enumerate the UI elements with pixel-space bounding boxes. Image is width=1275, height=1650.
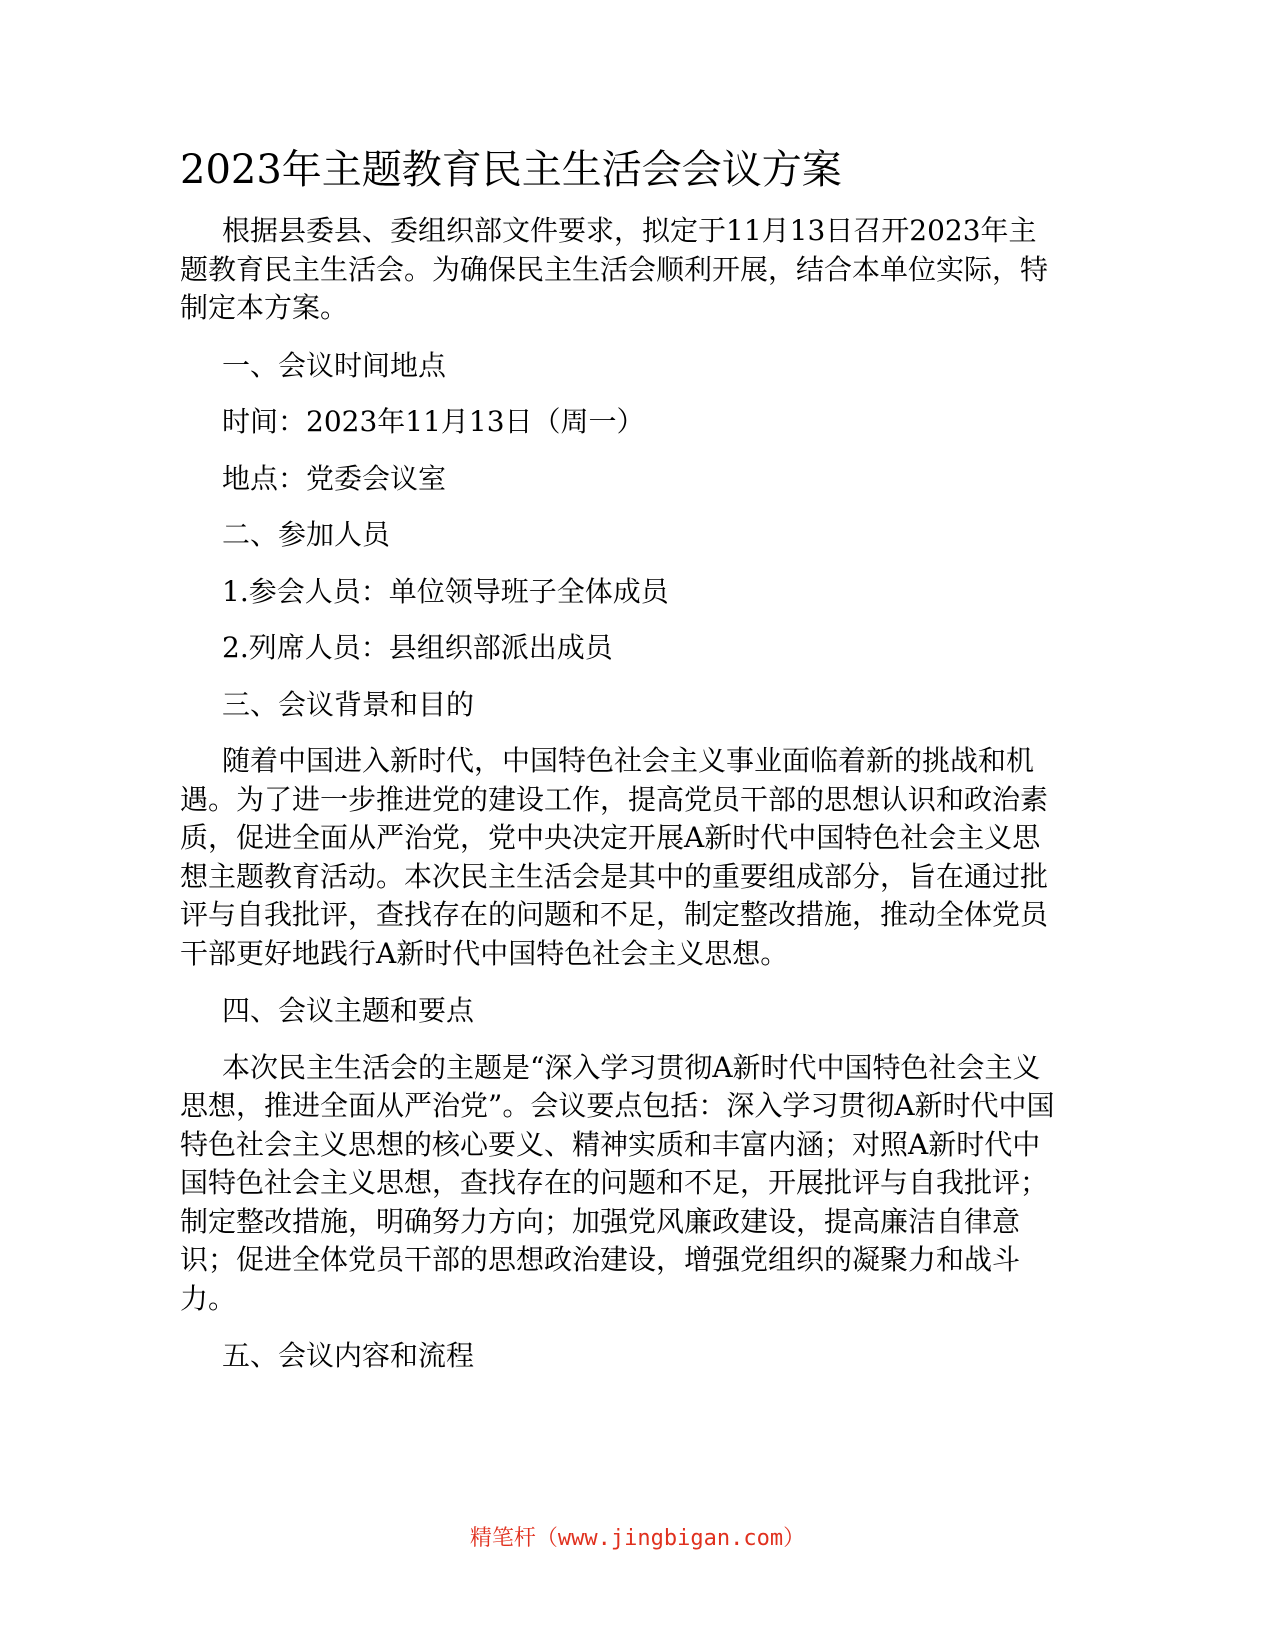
attendees-item: 2.列席人员：县组织部派出成员 [222, 631, 613, 664]
document-body [180, 140, 1060, 1394]
participants-item: 1.参会人员：单位领导班子全体成员 [222, 574, 669, 608]
meeting-time: 时间：2023年11月13日（周一） [222, 405, 645, 438]
meeting-place: 地点：党委会议室 [222, 461, 447, 495]
background-paragraph: 随着中国进入新时代，中国特色社会主义事业面临着新的挑战和机遇。为了进一步推进党的建设工作，提高党员干部的思想认识和政治素质，促进全面从严治党，党中央决定开展A新时代中国特色社会主义思想主题教育活动。本次民主生活会是其中的重要组成部分，旨在通过批评与自我批评，查找存在的问题和不足，制定整改措施，推动全体党员干部更好地践行A新时代中国特色社会主义思想。 [180, 744, 1049, 970]
section-heading-time-place: 一、会议时间地点 [222, 348, 447, 382]
section-heading-participants: 二、参加人员 [222, 518, 391, 551]
document-title: 2023年主题教育民主生活会会议方案 [180, 147, 842, 193]
section-heading-background: 三、会议背景和目的 [222, 687, 475, 721]
footer-watermark: 精笔杆（www.jingbigan.com） [469, 1526, 806, 1551]
theme-paragraph: 本次民主生活会的主题是“深入学习贯彻A新时代中国特色社会主义思想，推进全面从严治党”。会议要点包括：深入学习贯彻A新时代中国特色社会主义思想的核心要义、精神实质和丰富内涵；对照A新时代中国特色社会主义思想，查找存在的问题和不足，开展批评与自我批评；制定整改措施，明确努力方向；加强党风廉政建设，提高廉洁自律意识；促进全体党员干部的思想政治建设，增强党组织的凝聚力和战斗力。 [180, 1050, 1055, 1315]
section-heading-content-process: 五、会议内容和流程 [222, 1339, 475, 1372]
section-heading-theme: 四、会议主题和要点 [222, 994, 475, 1027]
intro-paragraph: 根据县委县、委组织部文件要求，拟定于11月13日召开2023年主题教育民主生活会。为确保民主生活会顺利开展，结合本单位实际，特制定本方案。 [180, 214, 1049, 324]
